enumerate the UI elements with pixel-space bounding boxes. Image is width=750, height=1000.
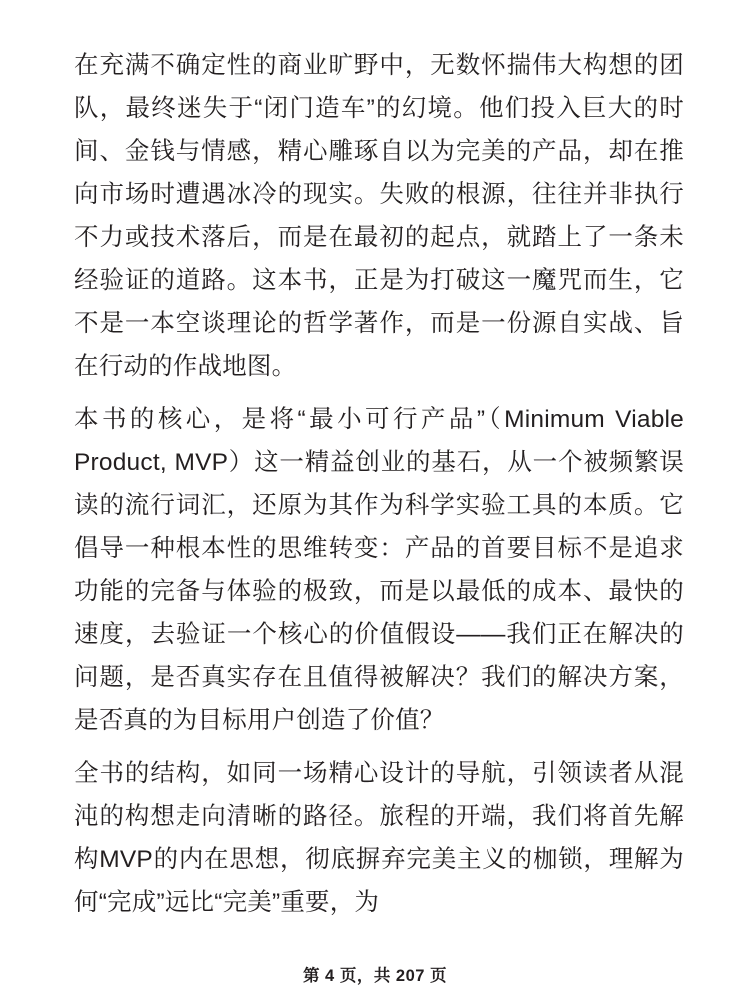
paragraph: 在充满不确定性的商业旷野中，无数怀揣伟大构想的团队，最终迷失于“闭门造车”的幻境。他们投入巨大的时间、金钱与情感，精心雕琢自以为完美的产品，却在推向市场时遭遇冰冷的现实。失败的根源，往往并非执行不力或技术落后，而是在最初的起点，就踏上了一条未经验证的道路。这本书，正是为打破这一魔咒而生，它不是一本空谈理论的哲学著作，而是一份源自实战、旨在行动的作战地图。: [74, 52, 684, 380]
page-body: [74, 44, 684, 924]
page-footer: 第 4 页，共 207 页: [302, 967, 448, 985]
paragraph: 全书的结构，如同一场精心设计的导航，引领读者从混沌的构想走向清晰的路径。旅程的开端，我们将首先解构MVP的内在思想，彻底摒弃完美主义的枷锁，理解为何“完成”远比“完美”重要，为: [74, 760, 684, 916]
paragraph: 本书的核心，是将“最小可行产品”（Minimum Viable Product, MVP）这一精益创业的基石，从一个被频繁误读的流行词汇，还原为其作为科学实验工具的本质。它倡导一种根本性的思维转变：产品的首要目标不是追求功能的完备与体验的极致，而是以最低的成本、最快的速度，去验证一个核心的价值假设——我们正在解决的问题，是否真实存在且值得被解决？我们的解决方案，是否真的为目标用户创造了价值？: [74, 406, 684, 734]
